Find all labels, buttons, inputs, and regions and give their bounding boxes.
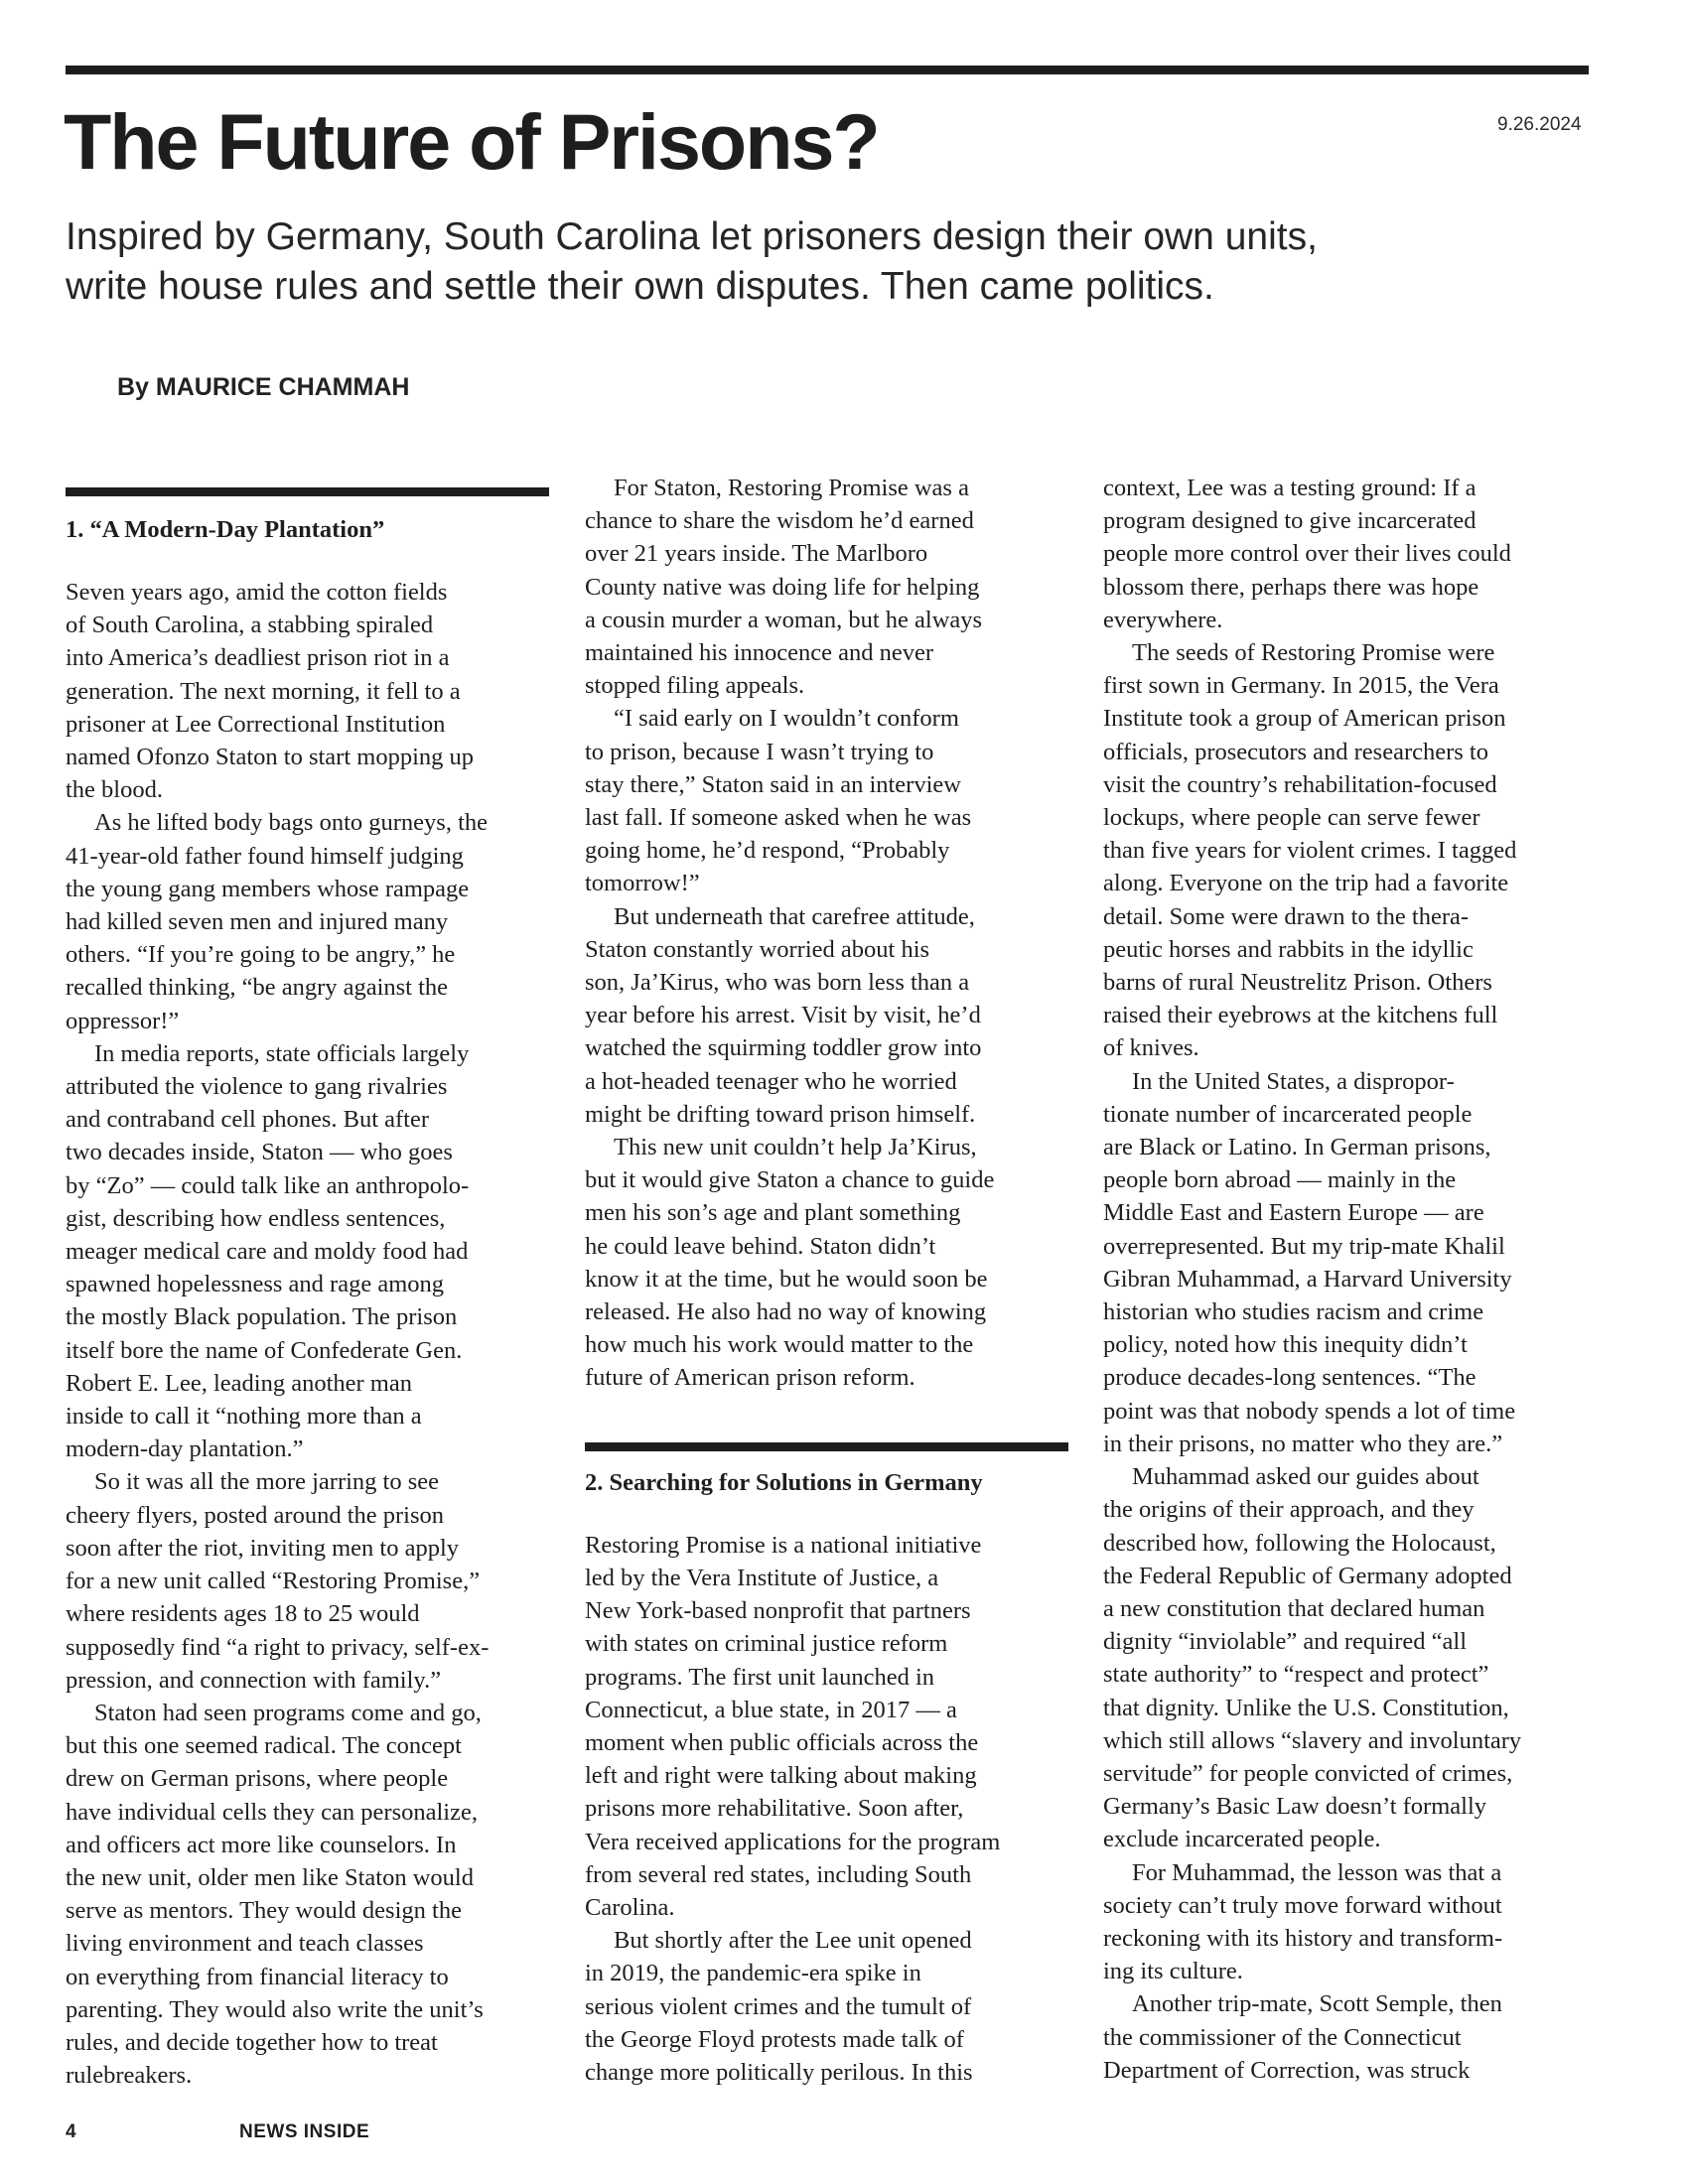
text-line: Connecticut, a blue state, in 2017 — a: [585, 1696, 957, 1723]
text-line: rulebreakers.: [66, 2062, 193, 2090]
text-line: over 21 years inside. The Marlboro: [585, 540, 928, 568]
text-line: tomorrow!”: [585, 870, 700, 897]
paragraph: [1103, 1987, 1595, 2087]
text-line: Staton had seen programs come and go,: [94, 1699, 482, 1726]
paragraph: [1103, 472, 1595, 636]
text-line: Gibran Muhammad, a Harvard University: [1103, 1265, 1512, 1293]
text-line: prisoner at Lee Correctional Institution: [66, 710, 446, 738]
text-line: This new unit couldn’t help Ja’Kirus,: [614, 1134, 977, 1161]
text-line: state authority” to “respect and protect”: [1103, 1661, 1489, 1689]
publication-date: 9.26.2024: [1497, 114, 1582, 135]
section-gap: [585, 1395, 1076, 1442]
text-line: know it at the time, but he would soon be: [585, 1265, 988, 1293]
text-line: two decades inside, Staton — who goes: [66, 1139, 453, 1166]
text-line: named Ofonzo Staton to start mopping up: [66, 744, 474, 771]
text-line: but this one seemed radical. The concept: [66, 1732, 462, 1760]
text-line: cheery flyers, posted around the prison: [66, 1501, 444, 1529]
text-line: tionate number of incarcerated people: [1103, 1100, 1473, 1128]
text-line: the origins of their approach, and they: [1103, 1496, 1475, 1524]
text-line: modern-day plantation.”: [66, 1435, 304, 1463]
text-line: in their prisons, no matter who they are.”: [1103, 1430, 1503, 1457]
article-column-2: [585, 472, 1076, 2089]
column-1-body: [66, 576, 557, 2092]
text-line: peutic horses and rabbits in the idyllic: [1103, 935, 1474, 963]
text-line: by “Zo” — could talk like an anthropolo-: [66, 1171, 470, 1199]
text-line: and officers act more like counselors. In: [66, 1831, 457, 1858]
text-line: a hot-headed teenager who he worried: [585, 1067, 957, 1095]
text-line: “I said early on I wouldn’t conform: [614, 705, 959, 733]
text-line: son, Ja’Kirus, who was born less than a: [585, 969, 970, 997]
byline: By MAURICE CHAMMAH: [117, 373, 410, 401]
text-line: recalled thinking, “be angry against the: [66, 974, 449, 1002]
dek-line: Inspired by Germany, South Carolina let prisoners design their own units,: [66, 215, 1318, 258]
text-line: Germany’s Basic Law doesn’t formally: [1103, 1793, 1487, 1821]
column-3-body: [1103, 472, 1595, 2087]
text-line: 41-year-old father found himself judging: [66, 842, 464, 870]
section-heading-1: 1. “A Modern-Day Plantation”: [66, 516, 385, 543]
text-line: which still allows “slavery and involuntary: [1103, 1726, 1522, 1754]
paragraph: [1103, 636, 1595, 1065]
text-line: policy, noted how this inequity didn’t: [1103, 1331, 1468, 1359]
text-line: everywhere.: [1103, 606, 1223, 633]
paragraph: [66, 1465, 557, 1696]
text-line: are Black or Latino. In German prisons,: [1103, 1134, 1491, 1161]
text-line: led by the Vera Institute of Justice, a: [585, 1564, 939, 1591]
text-line: servitude” for people convicted of crimes,: [1103, 1759, 1513, 1787]
publication-name: NEWS INSIDE: [239, 2121, 370, 2142]
paragraph: [585, 1131, 1076, 1395]
text-line: So it was all the more jarring to see: [94, 1468, 439, 1496]
text-line: prisons more rehabilitative. Soon after,: [585, 1795, 964, 1823]
text-line: The seeds of Restoring Promise were: [1132, 639, 1495, 667]
text-line: inside to call it “nothing more than a: [66, 1403, 422, 1431]
paragraph: [66, 1697, 557, 2092]
text-line: For Staton, Restoring Promise was a: [614, 475, 969, 501]
text-line: exclude incarcerated people.: [1103, 1826, 1381, 1853]
text-line: serious violent crimes and the tumult of: [585, 1992, 972, 2020]
text-line: a cousin murder a woman, but he always: [585, 606, 983, 633]
text-line: he could leave behind. Staton didn’t: [585, 1232, 936, 1260]
text-line: last fall. If someone asked when he was: [585, 804, 972, 832]
text-line: Department of Correction, was struck: [1103, 2056, 1471, 2084]
column-2-body-top: [585, 472, 1076, 1395]
text-line: spawned hopelessness and rage among: [66, 1271, 445, 1298]
text-line: rules, and decide together how to treat: [66, 2028, 438, 2056]
text-line: reckoning with its history and transform-: [1103, 1924, 1503, 1952]
text-line: supposedly find “a right to privacy, self-ex-: [66, 1633, 490, 1661]
paragraph: [66, 806, 557, 1036]
text-line: had killed seven men and injured many: [66, 908, 449, 936]
column-2-body-bottom: [585, 1529, 1076, 2089]
paragraph: [585, 702, 1076, 899]
text-line: but it would give Staton a chance to guide: [585, 1166, 995, 1194]
text-line: detail. Some were drawn to the thera-: [1103, 902, 1470, 930]
text-line: change more politically perilous. In this: [585, 2058, 973, 2086]
text-line: Middle East and Eastern Europe — are: [1103, 1199, 1484, 1227]
text-line: have individual cells they can personalize,: [66, 1798, 478, 1826]
text-line: officials, prosecutors and researchers to: [1103, 738, 1488, 765]
text-line: of South Carolina, a stabbing spiraled: [66, 612, 434, 639]
text-line: ing its culture.: [1103, 1958, 1243, 1985]
text-line: context, Lee was a testing ground: If a: [1103, 475, 1477, 501]
text-line: visit the country’s rehabilitation-focused: [1103, 770, 1497, 798]
text-line: gist, describing how endless sentences,: [66, 1204, 446, 1232]
text-line: the mostly Black population. The prison: [66, 1303, 458, 1331]
text-line: As he lifted body bags onto gurneys, the: [94, 809, 489, 837]
text-line: For Muhammad, the lesson was that a: [1132, 1858, 1502, 1886]
text-line: dignity “inviolable” and required “all: [1103, 1628, 1468, 1656]
text-line: for a new unit called “Restoring Promise,”: [66, 1568, 481, 1595]
text-line: where residents ages 18 to 25 would: [66, 1600, 420, 1628]
text-line: attributed the violence to gang rivalries: [66, 1073, 448, 1101]
text-line: raised their eyebrows at the kitchens full: [1103, 1002, 1498, 1029]
text-line: In the United States, a dispropor-: [1132, 1067, 1455, 1095]
text-line: others. “If you’re going to be angry,” he: [66, 941, 456, 969]
paragraph: [1103, 1856, 1595, 1988]
text-line: of knives.: [1103, 1034, 1199, 1062]
text-line: meager medical care and moldy food had: [66, 1238, 469, 1266]
paragraph: [66, 576, 557, 806]
paragraph: [1103, 1065, 1595, 1460]
text-line: to prison, because I wasn’t trying to: [585, 738, 934, 765]
text-line: living environment and teach classes: [66, 1930, 424, 1958]
text-line: moment when public officials across the: [585, 1728, 979, 1756]
text-line: drew on German prisons, where people: [66, 1765, 449, 1793]
text-line: serve as mentors. They would design the: [66, 1897, 462, 1925]
header-rule: [66, 66, 1589, 74]
article-column-3: [1103, 472, 1595, 2087]
article-dek: [66, 212, 1555, 312]
text-line: year before his arrest. Visit by visit, he’d: [585, 1002, 981, 1029]
text-line: people born abroad — mainly in the: [1103, 1166, 1457, 1194]
text-line: into America’s deadliest prison riot in a: [66, 644, 450, 672]
text-line: the young gang members whose rampage: [66, 875, 470, 902]
text-line: that dignity. Unlike the U.S. Constitution,: [1103, 1694, 1509, 1721]
text-line: overrepresented. But my trip-mate Khalil: [1103, 1232, 1505, 1260]
text-line: left and right were talking about making: [585, 1762, 977, 1790]
page-number: 4: [66, 2121, 76, 2142]
text-line: a new constitution that declared human: [1103, 1594, 1485, 1622]
text-line: how much his work would matter to the: [585, 1331, 974, 1359]
text-line: Seven years ago, amid the cotton fields: [66, 579, 448, 606]
text-line: point was that nobody spends a lot of time: [1103, 1397, 1516, 1425]
text-line: than five years for violent crimes. I tagged: [1103, 837, 1517, 865]
text-line: in 2019, the pandemic-era spike in: [585, 1960, 921, 1987]
paragraph: [585, 1529, 1076, 1924]
text-line: with states on criminal justice reform: [585, 1630, 948, 1658]
text-line: Staton constantly worried about his: [585, 935, 930, 963]
section-heading-2: 2. Searching for Solutions in Germany: [585, 1468, 983, 1496]
text-line: society can’t truly move forward without: [1103, 1891, 1502, 1919]
paragraph: [585, 900, 1076, 1131]
paragraph: [1103, 1460, 1595, 1855]
text-line: the Federal Republic of Germany adopted: [1103, 1562, 1512, 1589]
text-line: programs. The first unit launched in: [585, 1663, 934, 1691]
text-line: Carolina.: [585, 1893, 675, 1921]
text-line: the new unit, older men like Staton would: [66, 1863, 474, 1891]
text-line: on everything from financial literacy to: [66, 1963, 449, 1990]
text-line: and contraband cell phones. But after: [66, 1106, 430, 1134]
dek-line: write house rules and settle their own disputes. Then came politics.: [66, 265, 1214, 308]
text-line: the blood.: [66, 776, 163, 804]
text-line: program designed to give incarcerated: [1103, 507, 1477, 535]
text-line: lockups, where people can serve fewer: [1103, 804, 1480, 832]
text-line: itself bore the name of Confederate Gen.: [66, 1336, 463, 1364]
text-line: stay there,” Staton said in an interview: [585, 770, 961, 798]
text-line: Muhammad asked our guides about: [1132, 1463, 1479, 1491]
text-line: New York-based nonprofit that partners: [585, 1597, 971, 1625]
text-line: Robert E. Lee, leading another man: [66, 1369, 412, 1397]
article-column-1: [66, 487, 557, 2092]
text-line: oppressor!”: [66, 1007, 180, 1034]
text-line: In media reports, state officials largely: [94, 1039, 470, 1067]
paragraph: [66, 1037, 557, 1466]
section-rule: [585, 1442, 1068, 1451]
text-line: Another trip-mate, Scott Semple, then: [1132, 1990, 1502, 2018]
text-line: released. He also had no way of knowing: [585, 1298, 987, 1326]
text-line: people more control over their lives could: [1103, 540, 1511, 568]
paragraph: [585, 1924, 1076, 2089]
text-line: Institute took a group of American prison: [1103, 705, 1506, 733]
text-line: maintained his innocence and never: [585, 639, 934, 667]
text-line: watched the squirming toddler grow into: [585, 1034, 982, 1062]
text-line: blossom there, perhaps there was hope: [1103, 573, 1479, 601]
text-line: Vera received applications for the program: [585, 1828, 1001, 1855]
text-line: pression, and connection with family.”: [66, 1666, 442, 1694]
text-line: men his son’s age and plant something: [585, 1199, 961, 1227]
text-line: first sown in Germany. In 2015, the Vera: [1103, 672, 1499, 700]
paragraph: [585, 472, 1076, 702]
text-line: But underneath that carefree attitude,: [614, 902, 975, 930]
text-line: But shortly after the Lee unit opened: [614, 1927, 972, 1955]
text-line: generation. The next morning, it fell to a: [66, 677, 461, 705]
text-line: historian who studies racism and crime: [1103, 1298, 1484, 1326]
text-line: along. Everyone on the trip had a favorite: [1103, 870, 1509, 897]
text-line: chance to share the wisdom he’d earned: [585, 507, 974, 535]
text-line: stopped filing appeals.: [585, 672, 805, 700]
text-line: soon after the riot, inviting men to apply: [66, 1534, 460, 1562]
text-line: barns of rural Neustrelitz Prison. Others: [1103, 969, 1492, 997]
text-line: might be drifting toward prison himself.: [585, 1100, 976, 1128]
text-line: the George Floyd protests made talk of: [585, 2025, 964, 2053]
text-line: parenting. They would also write the unit’s: [66, 1995, 484, 2023]
article-title: The Future of Prisons?: [64, 97, 879, 186]
section-rule: [66, 487, 549, 496]
text-line: from several red states, including South: [585, 1860, 972, 1888]
text-line: the commissioner of the Connecticut: [1103, 2023, 1462, 2051]
text-line: described how, following the Holocaust,: [1103, 1529, 1496, 1557]
text-line: County native was doing life for helping: [585, 573, 980, 601]
text-line: Restoring Promise is a national initiative: [585, 1531, 982, 1559]
text-line: produce decades-long sentences. “The: [1103, 1364, 1477, 1392]
text-line: future of American prison reform.: [585, 1364, 915, 1392]
text-line: going home, he’d respond, “Probably: [585, 837, 950, 865]
